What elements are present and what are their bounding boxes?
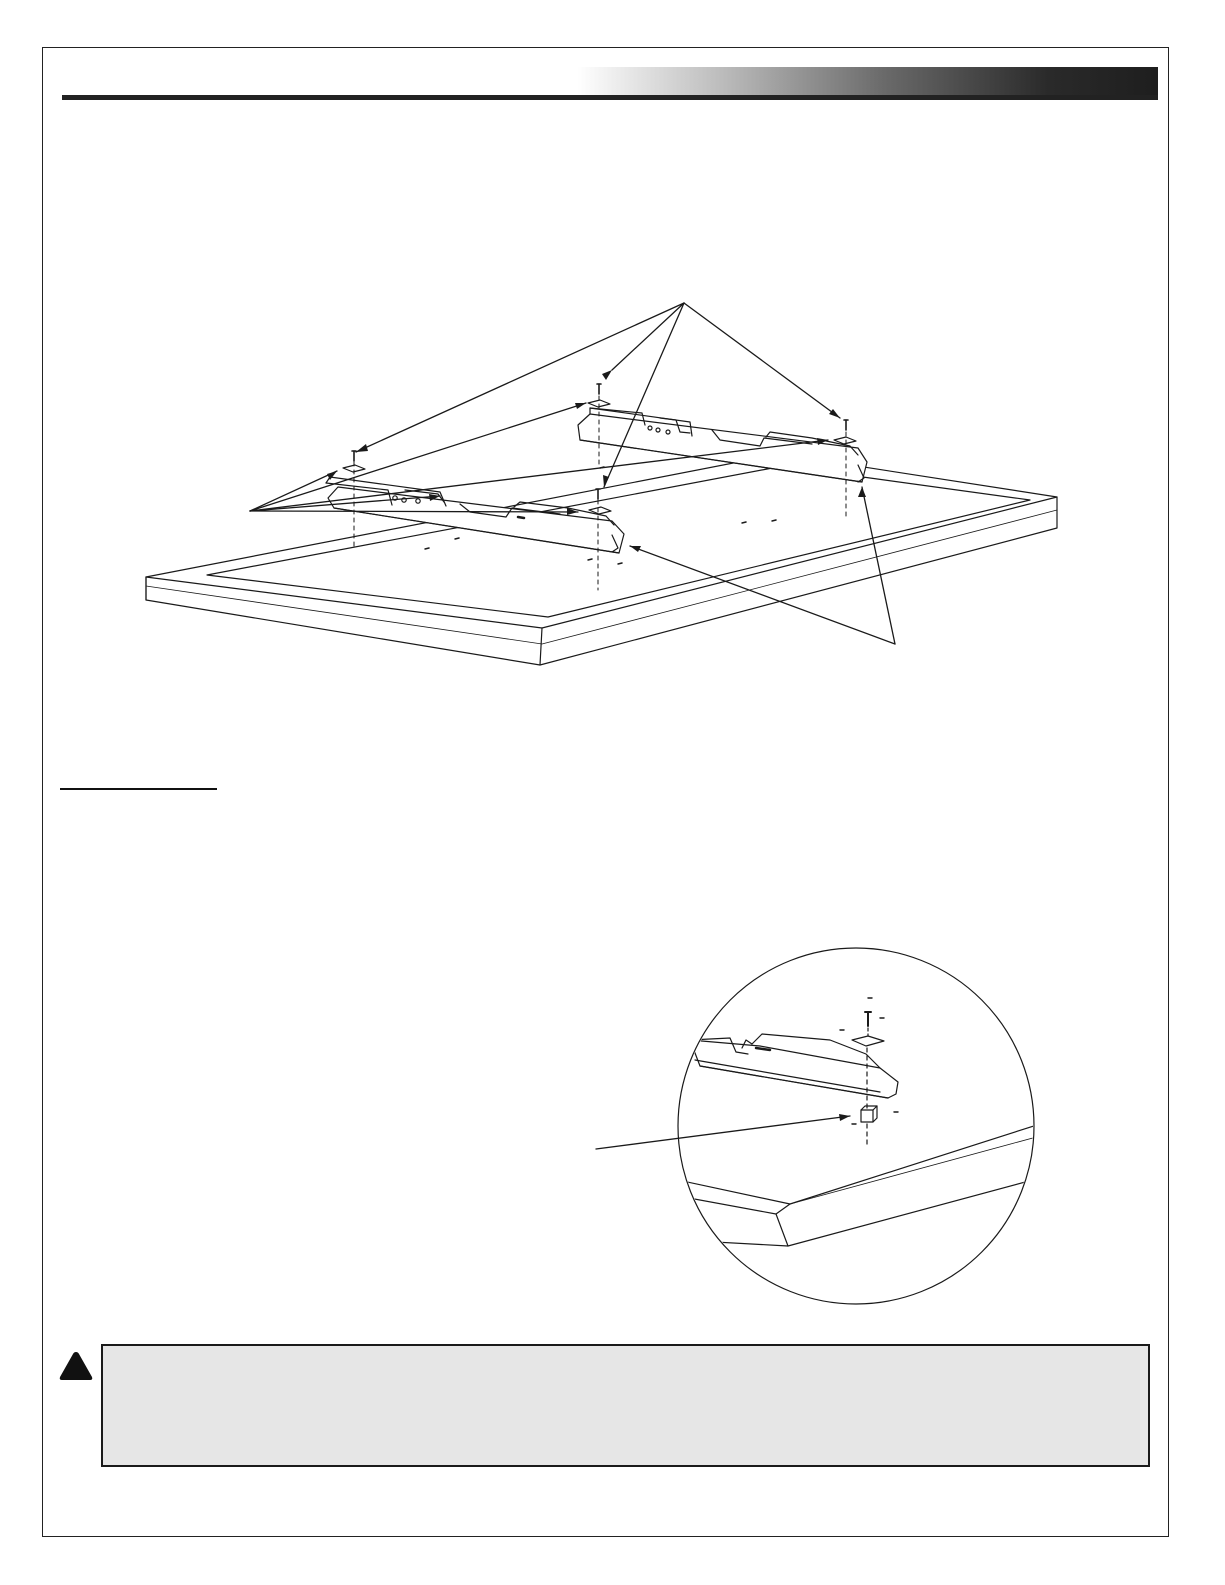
warning-box xyxy=(101,1344,1150,1467)
rear-bracket-rail xyxy=(578,408,867,482)
detail-callout-figure xyxy=(596,948,1040,1304)
callout-arrows xyxy=(250,303,895,644)
warning-triangle-icon xyxy=(58,1350,94,1382)
front-bracket-rail xyxy=(326,477,624,553)
section-heading-underline xyxy=(60,788,217,790)
tv-panel-figure xyxy=(146,454,1057,665)
